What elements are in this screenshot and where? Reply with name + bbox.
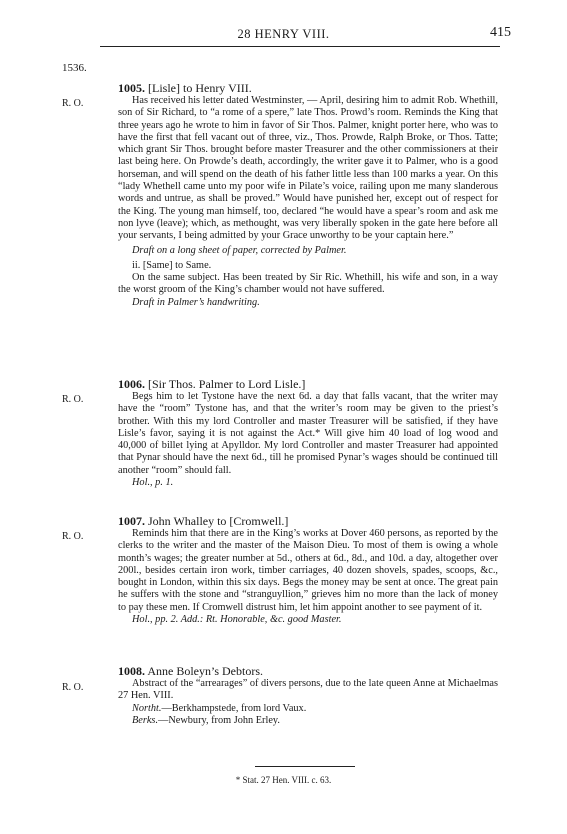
entry-sub-heading: ii. [Same] to Same. bbox=[132, 259, 212, 271]
entry-1008 bbox=[118, 664, 498, 727]
entry-body: Abstract of the “arrearages” of divers persons, due to the late queen Anne at Michaelmas 27 Hen. VIII. bbox=[118, 678, 498, 702]
entry-number: 1008. bbox=[118, 664, 145, 678]
entry-1007 bbox=[118, 514, 498, 626]
entry-title: [Lisle] to Henry VIII. bbox=[148, 81, 252, 95]
margin-source-1008: R. O. bbox=[62, 682, 84, 693]
footnote-rule bbox=[255, 766, 355, 767]
year-marker: 1536. bbox=[62, 62, 87, 74]
footnote: * Stat. 27 Hen. VIII. c. 63. bbox=[235, 775, 332, 785]
entry-title: Anne Boleyn’s Debtors. bbox=[147, 664, 263, 678]
entry-heading bbox=[118, 514, 498, 528]
running-header: 28 HENRY VIII. bbox=[237, 27, 330, 41]
debtor-line bbox=[118, 703, 498, 715]
entry-number: 1007. bbox=[118, 514, 145, 528]
entry-heading bbox=[118, 81, 498, 95]
county-label: Northt. bbox=[132, 702, 162, 714]
entry-sub-note: Draft in Palmer’s handwriting. bbox=[132, 296, 260, 308]
entry-note: Hol., p. 1. bbox=[132, 477, 174, 489]
entry-title: John Whalley to [Cromwell.] bbox=[148, 514, 289, 528]
entry-heading bbox=[118, 377, 498, 391]
page-number: 415 bbox=[490, 25, 511, 40]
header-rule bbox=[100, 46, 500, 47]
debtor-line bbox=[118, 715, 498, 727]
entry-1005 bbox=[118, 81, 498, 309]
margin-source-1006: R. O. bbox=[62, 394, 84, 405]
entry-title: [Sir Thos. Palmer to Lord Lisle.] bbox=[148, 377, 306, 391]
margin-source-1007: R. O. bbox=[62, 531, 84, 542]
entry-body: Reminds him that there are in the King’s works at Dover 460 persons, as reported by the clerks to the writer and the master of the Maison Dieu. To most of them is owing a whole month’s wages; the greater number at 5d., others at 6d., 8d., and 10d. a day, altogether over 200l., besides certain iron work, timber carriages, 40 dozen shovels, spades, scoops, &c., bought in London, within this six days. Begs the money may be sent at once. The great pain he suffers with the stone and “stranguyllion,” grieves him no more than the lack of money to pay these men. If Cromwell distrust him, let him appoint another to see payment of it. bbox=[118, 528, 498, 613]
entry-body: Begs him to let Tystone have the next 6d. a day that falls vacant, that the writer may have the “room” Tystone has, and that the writer’s room may be given to the priest’s brother. With this my lord Controller and master Treasurer will be satisfied, if they have Lisle’s favor, saying it is not against the Act.* Will give him 40 load of log wood and 40,000 of billet lying at Apylldor. My lord Controller and master Treasurer had appointed that Pynar should have the next 6d., till he promised Pynar’s wages should be continued till another “room” should fall. bbox=[118, 391, 498, 476]
margin-source-1005: R. O. bbox=[62, 98, 84, 109]
debtor-text: —Newbury, from John Erley. bbox=[158, 714, 280, 726]
entry-note: Hol., pp. 2. Add.: Rt. Honorable, &c. good Master. bbox=[132, 614, 342, 626]
county-label: Berks. bbox=[132, 714, 159, 726]
entry-1006 bbox=[118, 377, 498, 489]
entry-number: 1006. bbox=[118, 377, 145, 391]
entry-heading bbox=[118, 664, 498, 678]
entry-sub-body: On the same subject. Has been treated by Sir Ric. Whethill, his wife and son, in a way the worst groom of the King’s chamber would not have suffered. bbox=[118, 272, 498, 296]
debtor-text: —Berkhampstede, from lord Vaux. bbox=[161, 702, 307, 714]
entry-number: 1005. bbox=[118, 81, 145, 95]
entry-note: Draft on a long sheet of paper, corrected by Palmer. bbox=[132, 244, 347, 256]
entry-body: Has received his letter dated Westminster, — April, desiring him to admit Rob. Whethill, son of Sir Richard, to “a rome of a spere,” late Thos. Prowd’s room. Reminds the King that three years ago he wrote to him in favor of Sir Thos. Palmer, knight porter here, who was to have the first that fell vacant out of three, viz., Thos. Prowde, Ralph Broke, or Thos. Tatte; which grant Sir Thos. brought before master Treasurer and the other commissioners at their last being here. On Prowde’s death, accordingly, the writer gave it to Palmer, who is a good horseman, and will spend on the death of his father little less than 100 marks a year. On this “lady Whethell came unto my poor wife in Pilate’s voice, railing upon me many slanderous words and untrue, as shall be proved.” Would have punished her, except out of respect for the King. The young man himself, too, declared “he would have a spear’s room and ask me non lyve (leave); which, as methought, was very liberally spoken in the gate here before all your servants, I being admitted by your Grace unworthy to be your captain here.” bbox=[118, 95, 498, 242]
